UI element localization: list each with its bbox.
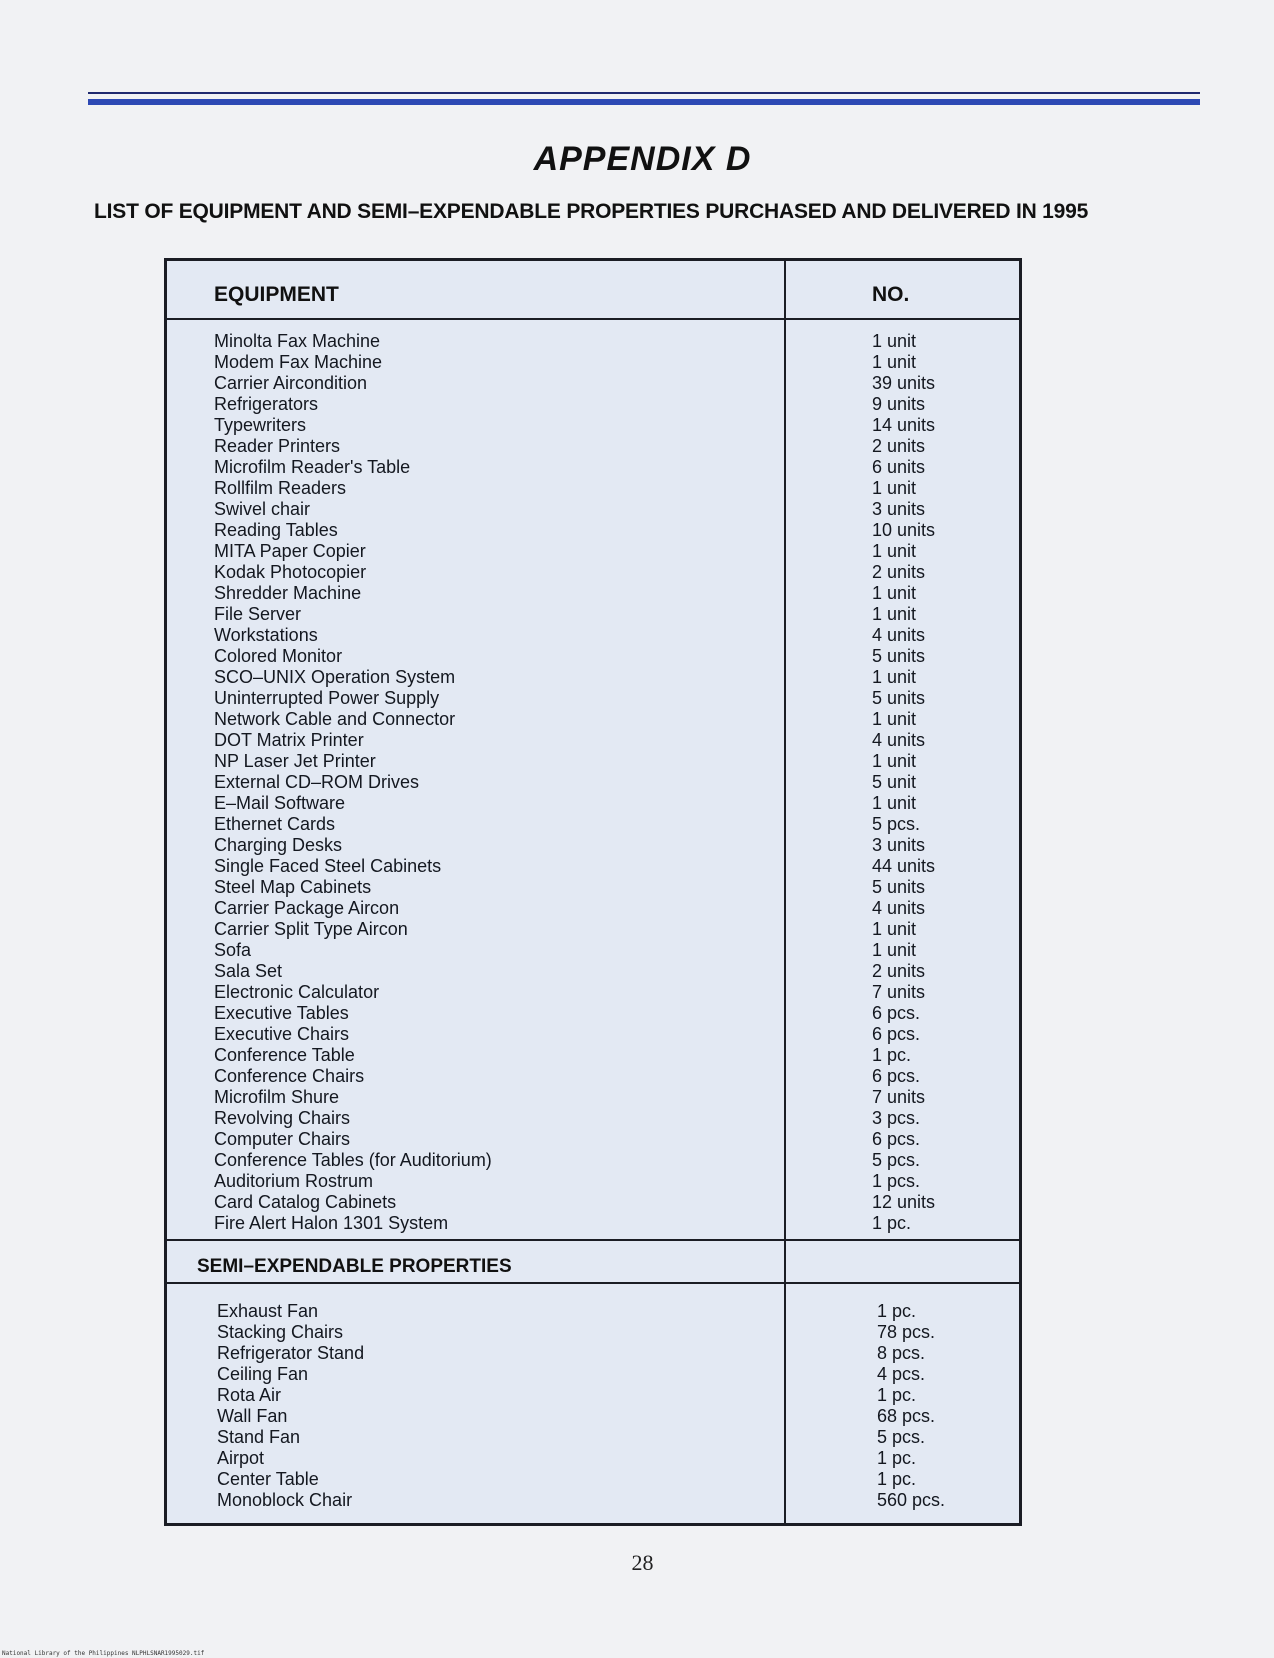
semi-item: Monoblock Chair (217, 1490, 353, 1510)
column-divider (784, 261, 786, 1523)
semi-item: Center Table (217, 1469, 319, 1489)
equipment-qty: 1 unit (872, 793, 917, 813)
semi-qty: 8 pcs. (877, 1343, 926, 1363)
equipment-item: Reader Printers (214, 436, 341, 456)
equipment-qty: 4 units (872, 898, 926, 918)
semi-qty: 560 pcs. (877, 1490, 946, 1510)
semi-item: Wall Fan (217, 1406, 288, 1426)
semi-qty: 68 pcs. (877, 1406, 936, 1426)
equipment-item: Single Faced Steel Cabinets (214, 856, 442, 876)
section-divider-top (167, 1239, 1019, 1241)
equipment-qty: 1 pcs. (872, 1171, 921, 1191)
semi-item-list (217, 1301, 364, 1511)
equipment-qty: 2 units (872, 562, 926, 582)
semi-item: Airpot (217, 1448, 265, 1468)
equipment-item: Workstations (214, 625, 318, 645)
equipment-qty: 1 pc. (872, 1045, 912, 1065)
equipment-qty: 5 pcs. (872, 1150, 921, 1170)
equipment-qty: 1 unit (872, 352, 917, 372)
equipment-qty: 44 units (872, 856, 936, 876)
semi-item: Rota Air (217, 1385, 282, 1405)
equipment-item: Charging Desks (214, 835, 343, 855)
semi-qty: 5 pcs. (877, 1427, 926, 1447)
equipment-item: Microfilm Shure (214, 1087, 340, 1107)
equipment-item: Executive Tables (214, 1003, 349, 1023)
semi-item: Exhaust Fan (217, 1301, 319, 1321)
equipment-item: SCO–UNIX Operation System (214, 667, 456, 687)
equipment-item: Reading Tables (214, 520, 338, 540)
equipment-qty: 3 pcs. (872, 1108, 921, 1128)
equipment-item-list (214, 331, 492, 1234)
equipment-item: Microfilm Reader's Table (214, 457, 411, 477)
equipment-item: Electronic Calculator (214, 982, 380, 1002)
scan-footer: National Library of the Philippines NLPHLSNAR1995029.tif (2, 1650, 205, 1657)
equipment-item: Uninterrupted Power Supply (214, 688, 440, 708)
equipment-qty: 2 units (872, 961, 926, 981)
equipment-item: Minolta Fax Machine (214, 331, 381, 351)
equipment-qty: 1 unit (872, 331, 917, 351)
equipment-item: Fire Alert Halon 1301 System (214, 1213, 449, 1233)
equipment-item: Sofa (214, 940, 252, 960)
equipment-qty: 5 units (872, 877, 926, 897)
equipment-item: Network Cable and Connector (214, 709, 456, 729)
equipment-qty: 5 units (872, 688, 926, 708)
equipment-qty: 14 units (872, 415, 936, 435)
header-rule-thin (88, 92, 1200, 94)
semi-qty: 1 pc. (877, 1385, 917, 1405)
column-header-equipment: EQUIPMENT (214, 283, 339, 306)
equipment-item: Auditorium Rostrum (214, 1171, 374, 1191)
equipment-qty: 1 pc. (872, 1213, 912, 1233)
equipment-item: Executive Chairs (214, 1024, 350, 1044)
equipment-item: Carrier Split Type Aircon (214, 919, 408, 939)
equipment-item: DOT Matrix Printer (214, 730, 364, 750)
semi-expendable-heading: SEMI–EXPENDABLE PROPERTIES (197, 1256, 512, 1277)
equipment-table (164, 258, 1022, 1526)
equipment-item: Refrigerators (214, 394, 319, 414)
equipment-item: Conference Table (214, 1045, 355, 1065)
equipment-qty: 5 unit (872, 772, 917, 792)
equipment-qty: 2 units (872, 436, 926, 456)
equipment-qty: 5 pcs. (872, 814, 921, 834)
semi-qty: 4 pcs. (877, 1364, 926, 1384)
semi-item: Refrigerator Stand (217, 1343, 365, 1363)
equipment-qty: 1 unit (872, 583, 917, 603)
equipment-qty: 39 units (872, 373, 936, 393)
equipment-qty: 6 pcs. (872, 1066, 921, 1086)
equipment-item: Carrier Package Aircon (214, 898, 400, 918)
equipment-item: MITA Paper Copier (214, 541, 366, 561)
equipment-qty: 7 units (872, 982, 926, 1002)
equipment-qty: 1 unit (872, 709, 917, 729)
equipment-item: E–Mail Software (214, 793, 346, 813)
section-divider-bottom (167, 1282, 1019, 1284)
equipment-qty: 1 unit (872, 604, 917, 624)
equipment-qty: 6 pcs. (872, 1024, 921, 1044)
equipment-qty: 5 units (872, 646, 926, 666)
header-rule-thick (88, 99, 1200, 105)
equipment-item: Modem Fax Machine (214, 352, 383, 372)
header-divider (167, 318, 1019, 320)
equipment-qty: 12 units (872, 1192, 936, 1212)
equipment-item: Carrier Aircondition (214, 373, 368, 393)
equipment-item: Conference Tables (for Auditorium) (214, 1150, 492, 1170)
page-number: 28 (631, 1550, 654, 1575)
equipment-item: Colored Monitor (214, 646, 343, 666)
equipment-item: Card Catalog Cabinets (214, 1192, 397, 1212)
equipment-item: Computer Chairs (214, 1129, 351, 1149)
equipment-item: External CD–ROM Drives (214, 772, 420, 792)
equipment-qty: 7 units (872, 1087, 926, 1107)
equipment-qty: 1 unit (872, 541, 917, 561)
equipment-item: Typewriters (214, 415, 307, 435)
column-header-no: NO. (872, 283, 910, 306)
page-title: APPENDIX D (533, 140, 752, 178)
equipment-item: Swivel chair (214, 499, 311, 519)
equipment-item: Kodak Photocopier (214, 562, 367, 582)
equipment-item: File Server (214, 604, 302, 624)
semi-qty: 1 pc. (877, 1469, 917, 1489)
equipment-item: Sala Set (214, 961, 283, 981)
equipment-item: Steel Map Cabinets (214, 877, 372, 897)
equipment-qty: 1 unit (872, 751, 917, 771)
equipment-item: Rollfilm Readers (214, 478, 347, 498)
semi-qty-list (877, 1301, 945, 1511)
equipment-item: Revolving Chairs (214, 1108, 351, 1128)
semi-item: Stand Fan (217, 1427, 301, 1447)
equipment-item: Shredder Machine (214, 583, 362, 603)
equipment-qty: 9 units (872, 394, 926, 414)
equipment-qty: 3 units (872, 499, 926, 519)
equipment-qty: 6 units (872, 457, 926, 477)
semi-item: Stacking Chairs (217, 1322, 344, 1342)
semi-item: Ceiling Fan (217, 1364, 309, 1384)
equipment-qty-list (872, 331, 935, 1234)
semi-qty: 78 pcs. (877, 1322, 936, 1342)
equipment-qty: 4 units (872, 625, 926, 645)
equipment-qty: 10 units (872, 520, 936, 540)
equipment-qty: 6 pcs. (872, 1003, 921, 1023)
equipment-qty: 6 pcs. (872, 1129, 921, 1149)
equipment-qty: 1 unit (872, 919, 917, 939)
equipment-qty: 4 units (872, 730, 926, 750)
equipment-qty: 1 unit (872, 667, 917, 687)
equipment-item: Conference Chairs (214, 1066, 365, 1086)
semi-qty: 1 pc. (877, 1301, 917, 1321)
equipment-qty: 1 unit (872, 478, 917, 498)
semi-qty: 1 pc. (877, 1448, 917, 1468)
equipment-item: NP Laser Jet Printer (214, 751, 376, 771)
equipment-item: Ethernet Cards (214, 814, 336, 834)
page-subtitle: LIST OF EQUIPMENT AND SEMI–EXPENDABLE PROPERTIES PURCHASED AND DELIVERED IN 1995 (94, 200, 1089, 223)
equipment-qty: 1 unit (872, 940, 917, 960)
equipment-qty: 3 units (872, 835, 926, 855)
